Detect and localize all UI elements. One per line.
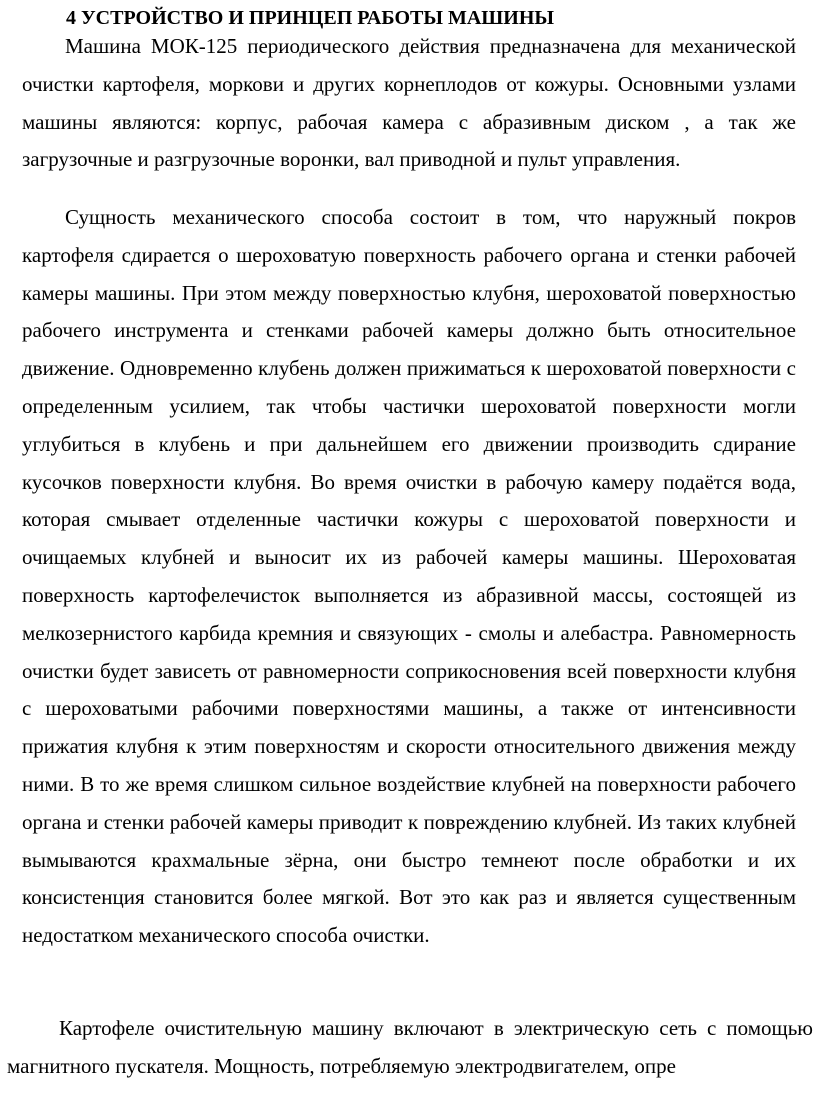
paragraph-machine-description: Машина МОК-125 периодического действия предназначена для механической очистки картофеля, моркови и других корнеплодов от кожуры. Основными узлами машины являются: корпус, рабочая камера с абразивным диском , а так же загрузочные и разгрузочные воронки, вал приводной и пульт управления. (22, 34, 796, 172)
paragraph-mechanical-method: Сущность механического способа состоит в том, что наружный покров картофеля сдирается о шероховатую поверхность рабочего органа и стенки рабочей камеры машины. При этом между поверхностью клубня, шероховатой поверхностью рабочего инструмента и стенками рабочей камеры должно быть относительное движение. Одновременно клубень должен прижиматься к шероховатой поверхности с определенным усилием, так чтобы частички шероховатой поверхности могли углубиться в клубень и при дальнейшем его движении производить сдирание кусочков поверхности клубня. Во время очистки в рабочую камеру подаётся вода, которая смывает отделенные частички кожуры с шероховатой поверхности и очищаемых клубней и выносит их из рабочей камеры машины. Шероховатая поверхность картофелечисток выполняется из абразивной массы, состоящей из мелкозернистого карбида кремния и связующих - смолы и алебастра. Равномерность очистки будет зависеть от равномерности соприкосновения всей поверхности клубня с шероховатыми рабочими поверхностями машины, а также от интенсивности прижатия клубня к этим поверхностям и скорости относительного движения между ними. В то же время слишком сильное воздействие клубней на поверхности рабочего органа и стенки рабочей камеры приводит к повреждению клубней. Из таких клубней вымываются крахмальные зёрна, они быстро темнеют после обработки и их консистенция становится более мягкой. Вот это как раз и является существенным недостатком механического способа очистки. (22, 205, 796, 948)
paragraph-operation: Картофеле очистительную машину включают в электрическую сеть с помощью магнитного пускателя. Мощность, потребляемую электродвигателем, опре (7, 1016, 813, 1078)
section-heading: 4 УСТРОЙСТВО И ПРИНЦЕП РАБОТЫ МАШИНЫ (66, 7, 555, 29)
